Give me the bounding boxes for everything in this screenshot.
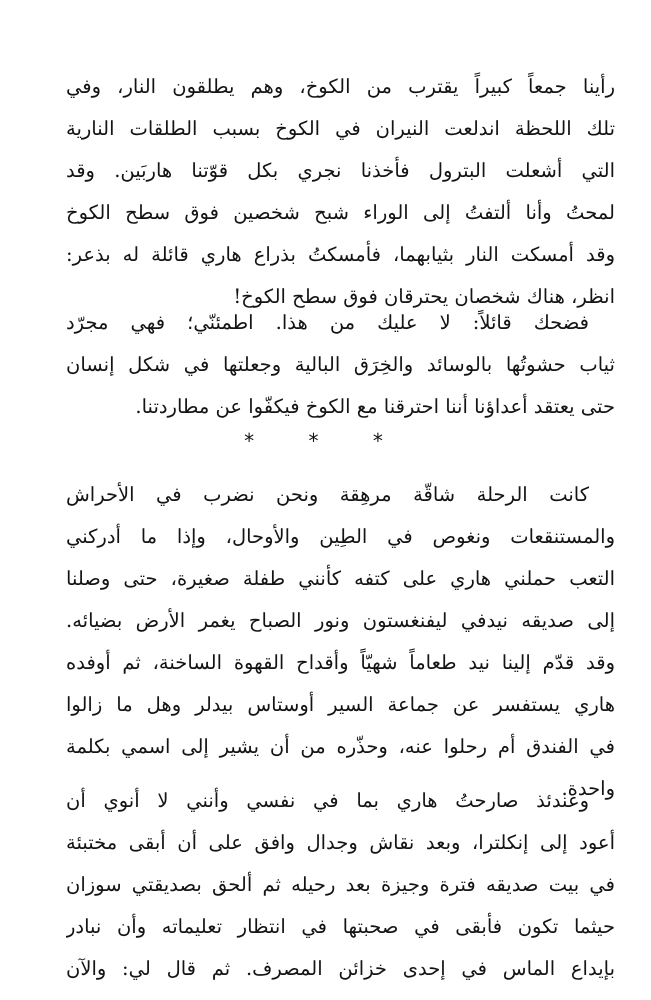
text-line: وقد أمسكت النار بثيابهما، فأمسكتُ بذراع هاري قائلة له بذعر: <box>66 243 615 266</box>
paragraph-1 <box>66 66 615 318</box>
section-separator: * * * <box>244 429 407 453</box>
text-line: ثياب حشوتُها بالوسائد والخِرَق البالية وجعلتها في شكل إنسان <box>66 353 615 376</box>
paragraph-2 <box>66 302 615 428</box>
text-line: إلى صديقه نيدفي ليفنغستون ونور الصباح يغمر الأرض بضيائه. <box>66 609 615 632</box>
text-line: فضحك قائلاً: لا عليك من هذا. اطمئنّي؛ فهي مجرّد <box>66 311 589 334</box>
text-line: أعود إلى إنكلترا، وبعد نقاش وجدال وافق على أن أبقى مختبئة <box>66 831 615 854</box>
text-line: وعندئذ صارحتُ هاري بما في نفسي وأنني لا أنوي أن <box>66 789 589 812</box>
text-line: والمستنقعات ونغوص في الطِين والأوحال، وإذا ما أدركني <box>66 525 615 548</box>
text-line: بإيداع الماس في إحدى خزائن المصرف. ثم قال لي: والآن <box>66 957 615 980</box>
text-line: في بيت صديقه فترة وجيزة بعد رحيله ثم ألحق بصديقتي سوزان <box>66 873 615 896</box>
text-line: واحدة. <box>561 777 615 800</box>
paragraph-4 <box>66 780 615 990</box>
paragraph-3 <box>66 474 615 810</box>
text-line: هاري يستفسر عن جماعة السير أوستاس بيدلر وهل ما زالوا <box>66 693 615 716</box>
text-line: التي أشعلت البترول فأخذنا نجري بكل قوّتنا هاربَين. وقد <box>66 159 615 182</box>
text-line: حيثما تكون فأبقى في صحبتها في انتظار تعليماته وأن نبادر <box>66 915 615 938</box>
text-line: انظر، هناك شخصان يحترقان فوق سطح الكوخ! <box>233 285 615 308</box>
text-line: وقد قدّم إلينا نيد طعاماً شهيّاً وأقداح القهوة الساخنة، ثم أوفده <box>66 651 615 674</box>
text-line: التعب حملني هاري على كتفه كأنني طفلة صغيرة، حتى وصلنا <box>66 567 615 590</box>
text-line: حتى يعتقد أعداؤنا أننا احترقنا مع الكوخ فيكفّوا عن مطاردتنا. <box>135 395 615 418</box>
text-line: تلك اللحظة اندلعت النيران في الكوخ بسبب الطلقات النارية <box>66 117 615 140</box>
text-line: كانت الرحلة شاقّة مرهِقة ونحن نضرب في الأحراش <box>66 483 589 506</box>
text-line: في الفندق أم رحلوا عنه، وحذّره من أن يشير إلى اسمي بكلمة <box>66 735 615 758</box>
text-line: لمحتُ وأنا ألتفتُ إلى الوراء شبح شخصين فوق سطح الكوخ <box>66 201 615 224</box>
text-line: رأينا جمعاً كبيراً يقترب من الكوخ، وهم يطلقون النار، وفي <box>66 75 615 98</box>
